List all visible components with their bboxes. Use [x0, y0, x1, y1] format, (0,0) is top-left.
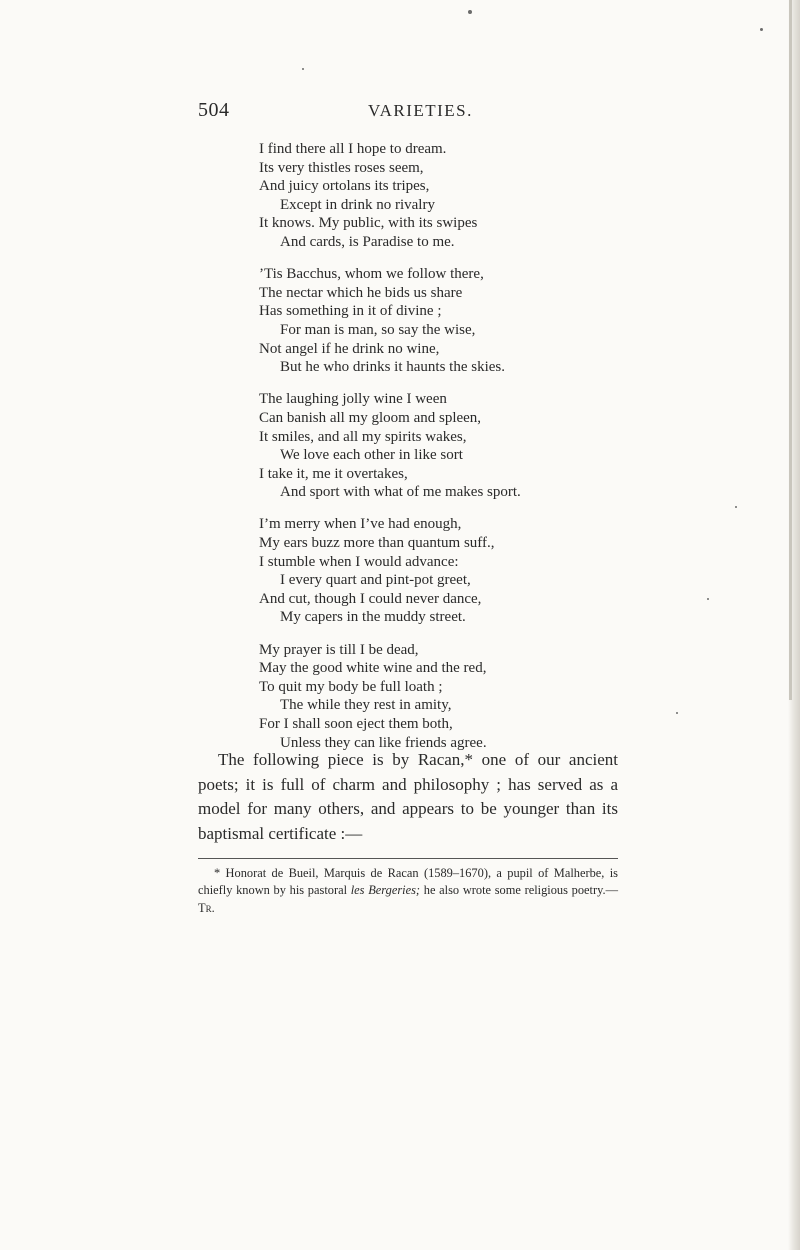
poem-line: I find there all I hope to dream.: [259, 141, 447, 157]
poem-stanza: [259, 265, 659, 377]
poem-line: Its very thistles roses seem,: [259, 159, 424, 176]
body-paragraph: The following piece is by Racan,* one of our ancient poets; it is full of charm and philosophy ; has served as a model for many others, and appears to be younger than its baptismal certificate :—: [198, 750, 618, 843]
poem-line: To quit my body be full loath ;: [259, 678, 443, 695]
poem-line: But he who drinks it haunts the skies.: [280, 359, 505, 376]
footnote-text-end: he also wrote some religious poetry.—: [420, 883, 618, 898]
poem-line: My capers in the muddy street.: [280, 609, 466, 626]
poem-line: May the good white wine and the red,: [259, 660, 487, 677]
poem-stanza: [259, 390, 659, 502]
poem-line: We love each other in like sort: [280, 447, 463, 464]
print-speck: [676, 712, 678, 714]
poem-line: And juicy ortolans its tripes,: [259, 178, 430, 195]
poem-line: My ears buzz more than quantum suff.,: [259, 535, 495, 552]
poem-line: I stumble when I would advance:: [259, 553, 459, 570]
page-edge-shadow: [789, 0, 792, 700]
poem-line: I’m merry when I’ve had enough,: [259, 516, 462, 533]
poem-line: Has something in it of divine ;: [259, 303, 442, 320]
poem-line: And sport with what of me makes sport.: [280, 484, 521, 501]
poem-line: Unless they can like friends agree.: [280, 734, 487, 751]
print-speck: [760, 28, 763, 31]
poem-line: And cards, is Paradise to me.: [280, 233, 455, 250]
poem: [259, 140, 659, 766]
poem-line: The laughing jolly wine I ween: [259, 391, 447, 408]
poem-line: The while they rest in amity,: [280, 697, 452, 714]
print-speck: [302, 68, 304, 70]
print-speck: [707, 598, 709, 600]
poem-line: Except in drink no rivalry: [280, 196, 435, 213]
footnote-rule: [198, 858, 618, 859]
poem-line: ’Tis Bacchus, whom we follow there,: [259, 266, 484, 283]
poem-line: For I shall soon eject them both,: [259, 716, 453, 732]
translator-signature: Tr.: [198, 900, 215, 915]
poem-line: Not angel if he drink no wine,: [259, 340, 440, 357]
print-speck: [468, 10, 472, 14]
poem-stanza: [259, 515, 659, 627]
poem-line: For man is man, so say the wise,: [280, 321, 476, 338]
footnote: [198, 865, 618, 917]
poem-line: It knows. My public, with its swipes: [259, 215, 478, 232]
page-header: [198, 99, 618, 125]
poem-stanza: [259, 140, 659, 252]
footnote-title: les Bergeries;: [350, 883, 421, 898]
poem-stanza: [259, 641, 659, 753]
footnote-text: * Honorat de Bueil, Marquis de Racan (1589–1670), a pupil of Malherbe, is chiefly known by his pastoral: [198, 866, 618, 898]
page-number: 504: [198, 99, 230, 121]
poem-line: It smiles, and all my spirits wakes,: [259, 428, 467, 445]
poem-line: And cut, though I could never dance,: [259, 590, 482, 607]
poem-line: My prayer is till I be dead,: [259, 641, 419, 658]
poem-line: The nectar which he bids us share: [259, 284, 463, 301]
footnote-paragraph: [198, 865, 618, 917]
body-text: [198, 748, 618, 846]
running-head: VARIETIES.: [368, 101, 473, 120]
print-speck: [735, 506, 737, 508]
poem-line: I take it, me it overtakes,: [259, 465, 408, 482]
poem-line: Can banish all my gloom and spleen,: [259, 409, 482, 426]
poem-line: I every quart and pint-pot greet,: [280, 572, 471, 589]
